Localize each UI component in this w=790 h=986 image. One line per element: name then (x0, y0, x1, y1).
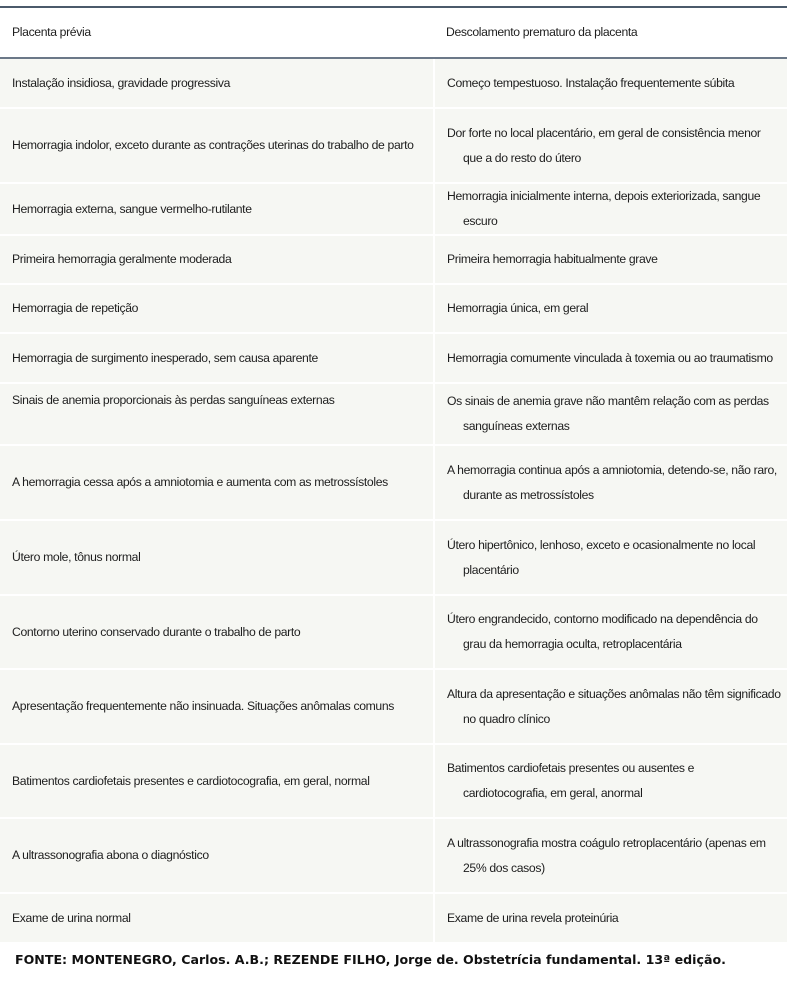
cell-placenta-previa: Apresentação frequentemente não insinuada. Situações anômalas comuns (0, 669, 434, 744)
cell-descolamento (434, 669, 787, 744)
table-row (0, 333, 787, 383)
cell-placenta-previa: Primeira hemorragia geralmente moderada (0, 235, 434, 284)
table-row (0, 893, 787, 943)
cell-text: Os sinais de anemia grave não mantêm relação com as perdas sanguíneas externas (447, 394, 769, 433)
cell-placenta-previa: Útero mole, tônus normal (0, 520, 434, 595)
table-row (0, 183, 787, 235)
cell-descolamento (434, 383, 787, 445)
table-row (0, 235, 787, 284)
table-row (0, 284, 787, 333)
table-row (0, 108, 787, 183)
header-descolamento-prematuro: Descolamento prematuro da placenta (434, 7, 787, 58)
cell-descolamento (434, 58, 787, 108)
cell-descolamento (434, 595, 787, 669)
cell-descolamento (434, 445, 787, 520)
cell-text: Exame de urina revela proteinúria (447, 910, 619, 925)
table-body (0, 58, 787, 943)
cell-descolamento (434, 744, 787, 818)
cell-text: Altura da apresentação e situações anômalas não têm significado no quadro clínico (447, 686, 781, 726)
cell-placenta-previa: Hemorragia de repetição (0, 284, 434, 333)
cell-descolamento (434, 183, 787, 235)
cell-text: Útero engrandecido, contorno modificado na dependência do grau da hemorragia oculta, retroplacentária (447, 612, 758, 651)
table-row (0, 445, 787, 520)
cell-placenta-previa: Batimentos cardiofetais presentes e cardiotocografia, em geral, normal (0, 744, 434, 818)
table-row (0, 669, 787, 744)
cell-text: Hemorragia única, em geral (447, 301, 589, 315)
cell-descolamento (434, 235, 787, 284)
table-row (0, 520, 787, 595)
table-row (0, 383, 787, 445)
cell-placenta-previa: Hemorragia externa, sangue vermelho-rutilante (0, 183, 434, 235)
comparison-table (0, 6, 787, 944)
header-placenta-previa: Placenta prévia (0, 7, 434, 58)
table-header (0, 7, 787, 58)
cell-text: Hemorragia comumente vinculada à toxemia ou ao traumatismo (447, 350, 773, 365)
cell-text: Batimentos cardiofetais presentes ou ausentes e cardiotocografia, em geral, anormal (447, 761, 695, 800)
cell-placenta-previa: Sinais de anemia proporcionais às perdas sanguíneas externas (0, 383, 434, 445)
cell-text: Hemorragia inicialmente interna, depois exteriorizada, sangue escuro (447, 189, 761, 228)
cell-descolamento (434, 893, 787, 943)
cell-placenta-previa: Hemorragia de surgimento inesperado, sem causa aparente (0, 333, 434, 383)
table-row (0, 744, 787, 818)
cell-text: Útero hipertônico, lenhoso, exceto e ocasionalmente no local placentário (447, 537, 756, 577)
cell-placenta-previa: Exame de urina normal (0, 893, 434, 943)
cell-text: Primeira hemorragia habitualmente grave (447, 252, 658, 266)
cell-text: A ultrassonografia mostra coágulo retroplacentário (apenas em 25% dos casos) (447, 835, 766, 875)
cell-placenta-previa: Hemorragia indolor, exceto durante as contrações uterinas do trabalho de parto (0, 108, 434, 183)
cell-text: Dor forte no local placentário, em geral de consistência menor que a do resto do útero (447, 125, 761, 165)
header-row (0, 7, 787, 58)
cell-placenta-previa: Instalação insidiosa, gravidade progressiva (0, 58, 434, 108)
cell-placenta-previa: A ultrassonografia abona o diagnóstico (0, 818, 434, 893)
table-row (0, 818, 787, 893)
cell-descolamento (434, 520, 787, 595)
cell-text: A hemorragia continua após a amniotomia, detendo-se, não raro, durante as metrossístoles (447, 462, 777, 502)
cell-descolamento (434, 284, 787, 333)
cell-descolamento (434, 818, 787, 893)
cell-placenta-previa: Contorno uterino conservado durante o trabalho de parto (0, 595, 434, 669)
cell-placenta-previa: A hemorragia cessa após a amniotomia e aumenta com as metrossístoles (0, 445, 434, 520)
cell-descolamento (434, 108, 787, 183)
cell-text: Começo tempestuoso. Instalação frequentemente súbita (447, 75, 735, 90)
table-row (0, 595, 787, 669)
cell-descolamento (434, 333, 787, 383)
source-citation: FONTE: MONTENEGRO, Carlos. A.B.; REZENDE FILHO, Jorge de. Obstetrícia fundamental. 13ª edição. (15, 952, 726, 967)
table-row (0, 58, 787, 108)
